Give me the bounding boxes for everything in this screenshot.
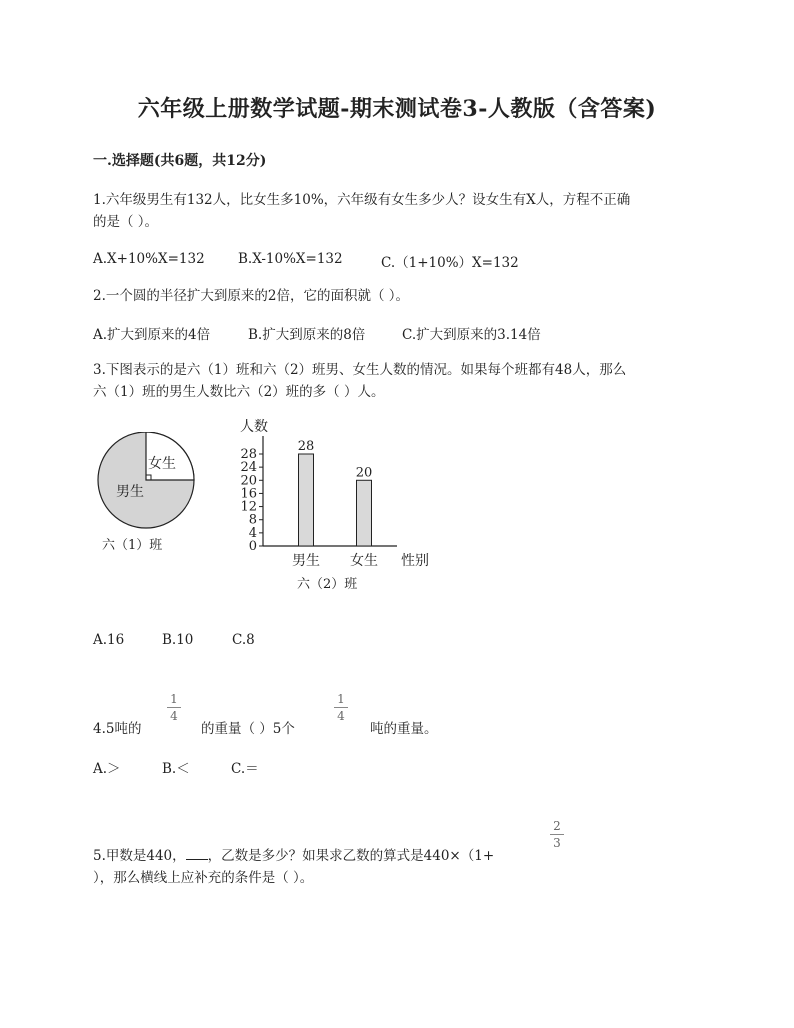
question-1-option-b[interactable]: B.X-10%X=132 — [238, 251, 343, 267]
bar-chart-y-tick-label-28: 28 — [240, 447, 257, 462]
bar-chart-class-2 — [225, 414, 445, 596]
question-5-text-line2: ），那么横线上应补充的条件是（ ）。 — [93, 870, 314, 886]
question-5-text-part1: 5.甲数是440， — [93, 848, 186, 864]
question-5-text-line1 — [93, 845, 494, 867]
fraction-denominator: 4 — [170, 709, 178, 723]
bar-category-label-boys: 男生 — [292, 553, 320, 569]
bar-boys — [299, 454, 314, 546]
question-4-option-a[interactable]: A.＞ — [93, 761, 121, 777]
bar-chart-y-tick-label-16: 16 — [240, 486, 257, 502]
question-2-text: 2.一个圆的半径扩大到原来的2倍，它的面积就（ ）。 — [93, 288, 410, 304]
bar-chart-y-tick-label-24: 24 — [240, 460, 257, 476]
question-3-option-c[interactable]: C.8 — [232, 632, 255, 648]
answer-blank[interactable] — [186, 847, 208, 860]
bar-chart-y-ticks — [240, 447, 263, 554]
question-5-text-part2: ，乙数是多少？如果求乙数的算式是440×（1+ — [207, 848, 495, 864]
bar-chart-caption: 六（2）班 — [297, 577, 358, 592]
bar-chart-y-tick-label-8: 8 — [248, 512, 257, 528]
question-4-option-b[interactable]: B.＜ — [162, 761, 190, 777]
pie-label-boys: 男生 — [116, 484, 144, 500]
question-1-text-line2: 的是（ ）。 — [93, 214, 159, 230]
page-title: 六年级上册数学试题-期末测试卷3-人教版（含答案) — [137, 96, 657, 122]
bar-chart-y-tick-label-0: 0 — [248, 539, 257, 554]
bar-chart-y-tick-label-4: 4 — [248, 525, 257, 541]
section-heading: 一.选择题(共6题，共12分) — [93, 153, 267, 169]
question-1-option-c[interactable]: C.（1+10%）X=132 — [381, 255, 519, 271]
question-4-text-part3: 吨的重量。 — [370, 721, 438, 737]
bar-chart-y-tick-label-12: 12 — [240, 499, 257, 515]
bar-chart-x-axis-label: 性别 — [401, 553, 429, 569]
question-2-option-b[interactable]: B.扩大到原来的8倍 — [248, 327, 366, 343]
fraction-numerator: 2 — [553, 819, 561, 833]
question-3-text-line2: 六（1）班的男生人数比六（2）班的多（ ）人。 — [93, 384, 385, 400]
bar-category-label-girls: 女生 — [350, 553, 378, 569]
fraction-bar — [334, 707, 348, 708]
fraction-numerator: 1 — [170, 692, 178, 706]
bar-value-label-boys: 28 — [297, 439, 315, 454]
fraction-bar — [550, 834, 564, 835]
question-4-text-part2: 的重量（ ）5个 — [201, 721, 295, 737]
fraction-denominator: 4 — [337, 709, 345, 723]
question-2-option-a[interactable]: A.扩大到原来的4倍 — [93, 327, 211, 343]
pie-label-girls: 女生 — [148, 456, 176, 472]
question-1-option-a[interactable]: A.X+10%X=132 — [93, 251, 205, 267]
fraction-one-quarter-2 — [334, 692, 348, 723]
bar-value-label-girls: 20 — [355, 465, 373, 481]
fraction-two-thirds — [550, 819, 564, 850]
bar-chart-y-axis-label: 人数 — [240, 419, 268, 435]
question-3-option-b[interactable]: B.10 — [162, 632, 194, 648]
question-1-text-line1: 1.六年级男生有132人，比女生多10%，六年级有女生多少人？设女生有X人，方程不正确 — [93, 192, 631, 208]
fraction-one-quarter-1 — [167, 692, 181, 723]
pie-caption: 六（1）班 — [102, 538, 163, 553]
question-2-option-c[interactable]: C.扩大到原来的3.14倍 — [402, 327, 541, 343]
question-3-text-line1: 3.下图表示的是六（1）班和六（2）班男、女生人数的情况。如果每个班都有48人，那么 — [93, 362, 627, 378]
bar-chart-y-tick-label-20: 20 — [240, 473, 257, 489]
question-4-option-c[interactable]: C.＝ — [231, 761, 259, 777]
fraction-numerator: 1 — [337, 692, 345, 706]
pie-chart-class-1 — [88, 432, 208, 562]
fraction-denominator: 3 — [553, 836, 561, 850]
question-4-text-part1: 4.5吨的 — [93, 721, 142, 737]
fraction-bar — [167, 707, 181, 708]
bar-girls — [357, 480, 372, 546]
question-3-option-a[interactable]: A.16 — [93, 632, 125, 648]
